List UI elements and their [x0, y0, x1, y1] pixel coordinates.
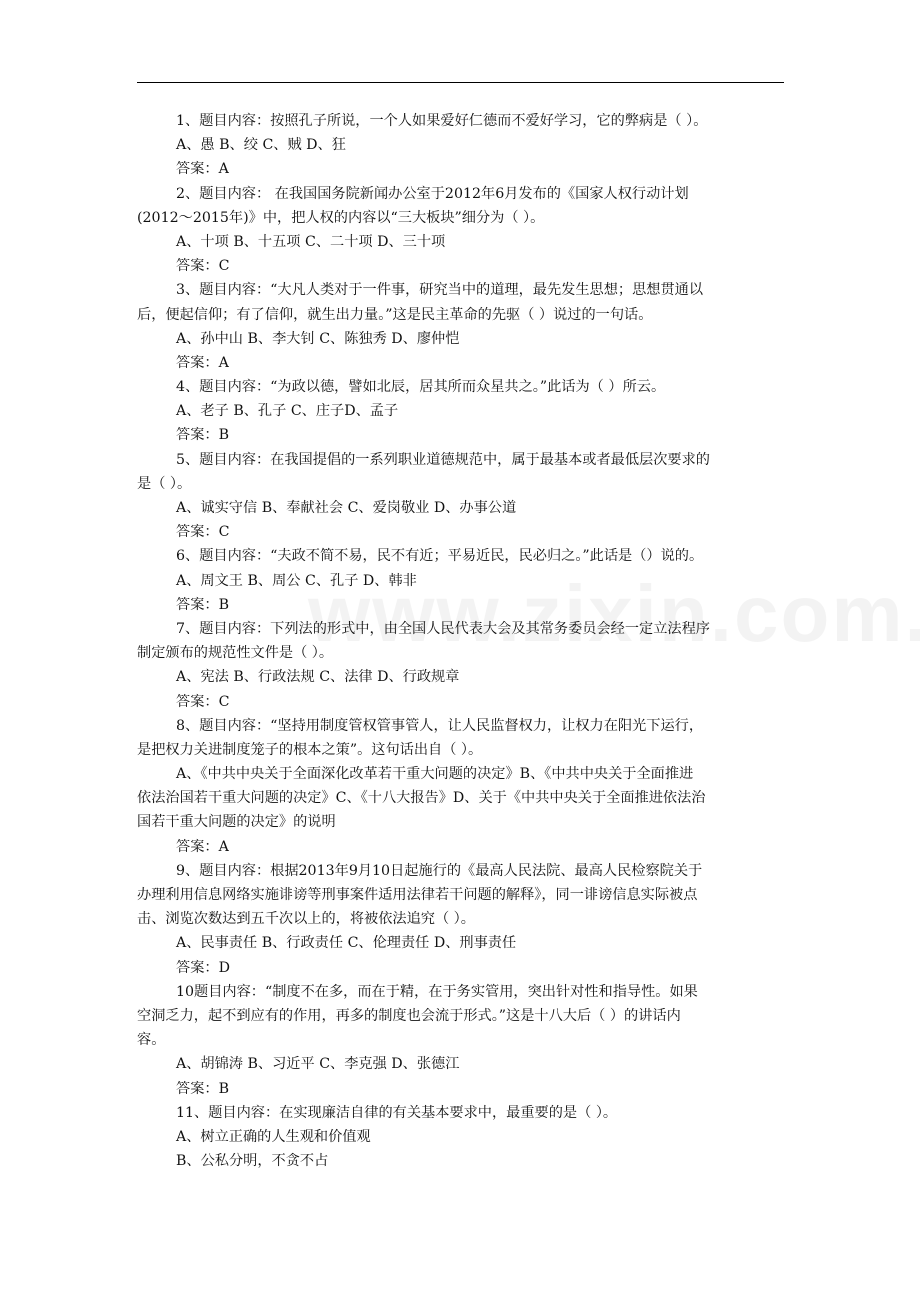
text-line: A、《中共中央关于全面深化改革若干重大问题的决定》B、《中共中央关于全面推进 — [176, 766, 694, 783]
text-line: 答案：C — [176, 258, 230, 275]
header-rule — [137, 82, 784, 83]
text-line: 答案：A — [176, 354, 229, 371]
text-line: 依法治国若干重大问题的决定》C、《十八大报告》D、关于《中共中央关于全面推进依法治 — [137, 790, 706, 807]
text-line: B、公私分明，不贪不占 — [176, 1153, 329, 1170]
text-line: 办理利用信息网络实施诽谤等刑事案件适用法律若干问题的解释》，同一诽谤信息实际被点 — [137, 887, 698, 903]
text-line: 4、题目内容：“为政以德，譬如北辰，居其所而众星共之。”此话为（ ）所云。 — [176, 379, 666, 396]
text-line: 8、题目内容：“坚持用制度管权管事管人，让人民监督权力，让权力在阳光下运行， — [176, 717, 704, 734]
text-line: A、诚实守信 B、奉献社会 C、爱岗敬业 D、办事公道 — [176, 500, 517, 516]
text-line: 答案：C — [176, 693, 230, 710]
text-line: A、周文王 B、周公 C、孔子 D、韩非 — [176, 572, 417, 589]
text-line: 1、题目内容：按照孔子所说，一个人如果爱好仁德而不爱好学习，它的弊病是（ ）。 — [176, 113, 708, 129]
text-line: 后，便起信仰；有了信仰，就生出力量。”这是民主革命的先驱（ ）说过的一句话。 — [137, 306, 653, 323]
text-line: 空洞乏力，起不到应有的作用，再多的制度也会流于形式。”这是十八大后（ ）的讲话内 — [137, 1007, 681, 1024]
text-line: 10题目内容：“制度不在多，而在于精，在于务实管用，突出针对性和指导性。如果 — [176, 983, 698, 1000]
text-line: 是（ ）。 — [137, 475, 192, 492]
text-line: 9、题目内容：根据2013年9月10日起施行的《最高人民法院、最高人民检察院关于 — [176, 862, 703, 879]
text-line: 答案：B — [176, 596, 229, 613]
text-line: A、十项 B、十五项 C、二十项 D、三十项 — [176, 233, 446, 250]
text-line: 容。 — [137, 1032, 166, 1049]
text-line: A、胡锦涛 B、习近平 C、李克强 D、张德江 — [176, 1056, 460, 1073]
text-line: 7、题目内容：下列法的形式中，由全国人民代表大会及其常务委员会经一定立法程序 — [176, 620, 710, 637]
text-line: 2、题目内容： 在我国国务院新闻办公室于2012年6月发布的《国家人权行动计划 — [176, 185, 689, 202]
text-line: A、愚 B、绞 C、贼 D、狂 — [176, 137, 346, 154]
text-line: 11、题目内容：在实现廉洁自律的有关基本要求中，最重要的是（ ）。 — [176, 1104, 618, 1121]
text-line: 击、浏览次数达到五千次以上的，将被依法追究（ ）。 — [137, 911, 475, 928]
text-line: 答案：B — [176, 1080, 229, 1097]
text-line: A、民事责任 B、行政责任 C、伦理责任 D、刑事责任 — [176, 935, 517, 952]
text-line: A、孙中山 B、李大钊 C、陈独秀 D、廖仲恺 — [176, 330, 460, 347]
text-line: 5、题目内容：在我国提倡的一系列职业道德规范中，属于最基本或者最低层次要求的 — [176, 451, 710, 468]
text-line: 答案：C — [176, 524, 230, 541]
text-line: 是把权力关进制度笼子的根本之策”。这句话出自（ ）。 — [137, 741, 483, 758]
text-line: 答案：B — [176, 427, 229, 444]
document-body — [137, 109, 787, 1173]
text-line: A、树立正确的人生观和价值观 — [176, 1128, 371, 1145]
text-line: 答案：D — [176, 959, 230, 976]
text-line: A、老子 B、孔子 C、庄子D、孟子 — [176, 403, 399, 420]
text-line: 答案：A — [176, 838, 229, 855]
text-line: A、宪法 B、行政法规 C、法律 D、行政规章 — [176, 669, 460, 686]
text-line: 3、题目内容：“大凡人类对于一件事，研究当中的道理，最先发生思想；思想贯通以 — [176, 282, 704, 299]
text-line: (2012～2015年)》中，把人权的内容以“三大板块”细分为（ ）。 — [137, 209, 545, 226]
text-line: 答案：A — [176, 161, 229, 178]
text-line: 国若干重大问题的决定》的说明 — [137, 814, 336, 831]
text-line: 6、题目内容：“夫政不简不易，民不有近；平易近民，民必归之。”此话是（）说的。 — [176, 548, 704, 565]
text-line: 制定颁布的规范性文件是（ ）。 — [137, 645, 334, 662]
